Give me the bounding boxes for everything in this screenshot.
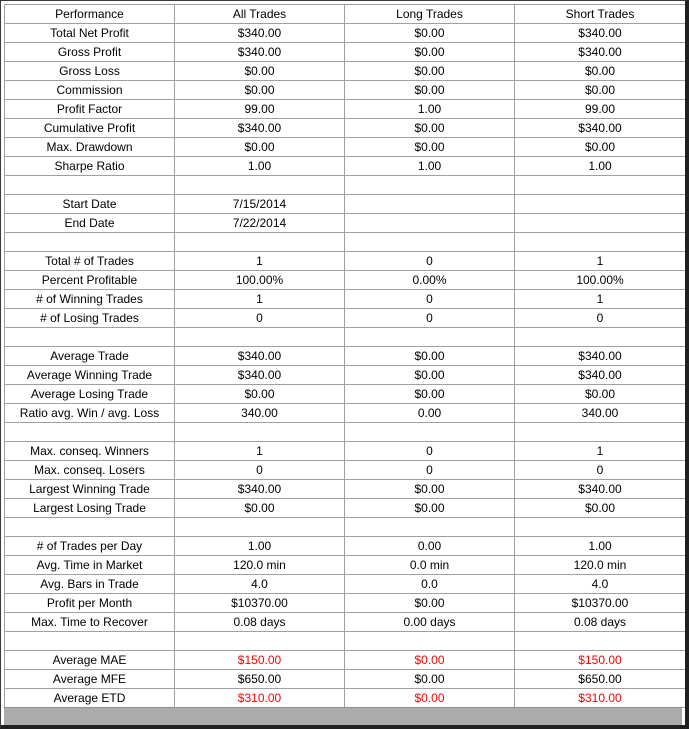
all-trades-cell: 0.08 days bbox=[175, 613, 345, 632]
all-trades-cell: $0.00 bbox=[175, 81, 345, 100]
long-trades-cell: 0 bbox=[345, 461, 515, 480]
table-row[interactable] bbox=[5, 119, 686, 138]
short-trades-cell: $0.00 bbox=[515, 385, 686, 404]
short-trades-cell: 1.00 bbox=[515, 157, 686, 176]
all-trades-cell: $0.00 bbox=[175, 138, 345, 157]
metric-label: Avg. Time in Market bbox=[5, 556, 175, 575]
short-trades-cell: $0.00 bbox=[515, 138, 686, 157]
short-trades-cell: $340.00 bbox=[515, 43, 686, 62]
metric-label: Average MFE bbox=[5, 670, 175, 689]
long-trades-cell bbox=[345, 176, 515, 195]
long-trades-cell: $0.00 bbox=[345, 43, 515, 62]
short-trades-cell bbox=[515, 518, 686, 537]
long-trades-cell: 0.0 bbox=[345, 575, 515, 594]
all-trades-cell: $340.00 bbox=[175, 119, 345, 138]
short-trades-cell: 1.00 bbox=[515, 537, 686, 556]
metric-label: Total Net Profit bbox=[5, 24, 175, 43]
metric-label: Ratio avg. Win / avg. Loss bbox=[5, 404, 175, 423]
metric-label: Largest Losing Trade bbox=[5, 499, 175, 518]
metric-label: Average MAE bbox=[5, 651, 175, 670]
all-trades-cell: $150.00 bbox=[175, 651, 345, 670]
column-header-performance[interactable]: Performance bbox=[5, 5, 175, 24]
long-trades-cell: 0 bbox=[345, 252, 515, 271]
table-row[interactable] bbox=[5, 442, 686, 461]
metric-label: Max. Drawdown bbox=[5, 138, 175, 157]
all-trades-cell: $0.00 bbox=[175, 62, 345, 81]
all-trades-cell: 1 bbox=[175, 252, 345, 271]
metric-label: Profit Factor bbox=[5, 100, 175, 119]
metric-label: Average Losing Trade bbox=[5, 385, 175, 404]
table-row[interactable] bbox=[5, 518, 686, 537]
all-trades-cell bbox=[175, 233, 345, 252]
table-row[interactable] bbox=[5, 461, 686, 480]
table-row[interactable] bbox=[5, 157, 686, 176]
all-trades-cell: 340.00 bbox=[175, 404, 345, 423]
table-row[interactable] bbox=[5, 499, 686, 518]
all-trades-cell: $310.00 bbox=[175, 689, 345, 708]
long-trades-cell bbox=[345, 518, 515, 537]
table-row[interactable] bbox=[5, 537, 686, 556]
long-trades-cell: 0.00% bbox=[345, 271, 515, 290]
short-trades-cell: 99.00 bbox=[515, 100, 686, 119]
metric-label: Start Date bbox=[5, 195, 175, 214]
metric-label: Profit per Month bbox=[5, 594, 175, 613]
metric-label: Gross Loss bbox=[5, 62, 175, 81]
metric-label bbox=[5, 176, 175, 195]
short-trades-cell: 0 bbox=[515, 461, 686, 480]
long-trades-cell: 0 bbox=[345, 290, 515, 309]
table-row[interactable] bbox=[5, 347, 686, 366]
long-trades-cell: $0.00 bbox=[345, 594, 515, 613]
all-trades-cell bbox=[175, 423, 345, 442]
short-trades-cell: $0.00 bbox=[515, 499, 686, 518]
short-trades-cell bbox=[515, 632, 686, 651]
long-trades-cell: $0.00 bbox=[345, 385, 515, 404]
column-header-short-trades[interactable]: Short Trades bbox=[515, 5, 686, 24]
all-trades-cell: 0 bbox=[175, 461, 345, 480]
metric-label: # of Winning Trades bbox=[5, 290, 175, 309]
table-row[interactable] bbox=[5, 62, 686, 81]
all-trades-cell bbox=[175, 328, 345, 347]
metric-label: Commission bbox=[5, 81, 175, 100]
table-row[interactable] bbox=[5, 195, 686, 214]
short-trades-cell: $340.00 bbox=[515, 480, 686, 499]
all-trades-cell: 99.00 bbox=[175, 100, 345, 119]
table-row[interactable] bbox=[5, 575, 686, 594]
short-trades-cell: 4.0 bbox=[515, 575, 686, 594]
long-trades-cell bbox=[345, 233, 515, 252]
metric-label: # of Trades per Day bbox=[5, 537, 175, 556]
long-trades-cell: 1.00 bbox=[345, 157, 515, 176]
all-trades-cell bbox=[175, 632, 345, 651]
metric-label: Average Trade bbox=[5, 347, 175, 366]
table-row[interactable] bbox=[5, 366, 686, 385]
metric-label: Sharpe Ratio bbox=[5, 157, 175, 176]
short-trades-cell: 100.00% bbox=[515, 271, 686, 290]
all-trades-cell: $0.00 bbox=[175, 499, 345, 518]
table-row[interactable] bbox=[5, 100, 686, 119]
metric-label bbox=[5, 632, 175, 651]
metric-label: # of Losing Trades bbox=[5, 309, 175, 328]
all-trades-cell: $0.00 bbox=[175, 385, 345, 404]
table-row[interactable] bbox=[5, 233, 686, 252]
table-row[interactable] bbox=[5, 328, 686, 347]
all-trades-cell: 1 bbox=[175, 442, 345, 461]
all-trades-cell: 1.00 bbox=[175, 537, 345, 556]
long-trades-cell: $0.00 bbox=[345, 689, 515, 708]
short-trades-cell: 1 bbox=[515, 442, 686, 461]
all-trades-cell: 7/22/2014 bbox=[175, 214, 345, 233]
short-trades-cell bbox=[515, 214, 686, 233]
metric-label: Total # of Trades bbox=[5, 252, 175, 271]
long-trades-cell bbox=[345, 423, 515, 442]
short-trades-cell bbox=[515, 195, 686, 214]
short-trades-cell: 0 bbox=[515, 309, 686, 328]
metric-label: Max. Time to Recover bbox=[5, 613, 175, 632]
short-trades-cell: $340.00 bbox=[515, 366, 686, 385]
short-trades-cell: 1 bbox=[515, 290, 686, 309]
long-trades-cell bbox=[345, 632, 515, 651]
metric-label bbox=[5, 328, 175, 347]
short-trades-cell: $340.00 bbox=[515, 24, 686, 43]
all-trades-cell: $340.00 bbox=[175, 480, 345, 499]
grid-footer-bar bbox=[4, 707, 682, 726]
metric-label: Percent Profitable bbox=[5, 271, 175, 290]
long-trades-cell: 0.0 min bbox=[345, 556, 515, 575]
short-trades-cell: $0.00 bbox=[515, 81, 686, 100]
table-row[interactable] bbox=[5, 613, 686, 632]
metric-label: End Date bbox=[5, 214, 175, 233]
metric-label: Avg. Bars in Trade bbox=[5, 575, 175, 594]
metric-label: Max. conseq. Winners bbox=[5, 442, 175, 461]
long-trades-cell: $0.00 bbox=[345, 670, 515, 689]
long-trades-cell: 0 bbox=[345, 309, 515, 328]
table-row[interactable] bbox=[5, 670, 686, 689]
all-trades-cell: $10370.00 bbox=[175, 594, 345, 613]
column-header-all-trades[interactable]: All Trades bbox=[175, 5, 345, 24]
long-trades-cell: 0.00 bbox=[345, 537, 515, 556]
long-trades-cell: $0.00 bbox=[345, 347, 515, 366]
all-trades-cell: $340.00 bbox=[175, 347, 345, 366]
short-trades-cell: $10370.00 bbox=[515, 594, 686, 613]
long-trades-cell: $0.00 bbox=[345, 499, 515, 518]
short-trades-cell: 1 bbox=[515, 252, 686, 271]
long-trades-cell: 0.00 days bbox=[345, 613, 515, 632]
table-row[interactable] bbox=[5, 290, 686, 309]
short-trades-cell bbox=[515, 176, 686, 195]
metric-label: Average ETD bbox=[5, 689, 175, 708]
metric-label bbox=[5, 423, 175, 442]
long-trades-cell: 0.00 bbox=[345, 404, 515, 423]
metric-label: Max. conseq. Losers bbox=[5, 461, 175, 480]
all-trades-cell: 100.00% bbox=[175, 271, 345, 290]
short-trades-cell bbox=[515, 423, 686, 442]
all-trades-cell: $340.00 bbox=[175, 24, 345, 43]
table-row[interactable] bbox=[5, 632, 686, 651]
table-row[interactable] bbox=[5, 404, 686, 423]
table-row[interactable] bbox=[5, 176, 686, 195]
all-trades-cell: 4.0 bbox=[175, 575, 345, 594]
long-trades-cell bbox=[345, 195, 515, 214]
short-trades-cell bbox=[515, 328, 686, 347]
table-row[interactable] bbox=[5, 24, 686, 43]
long-trades-cell: $0.00 bbox=[345, 62, 515, 81]
table-row[interactable] bbox=[5, 423, 686, 442]
table-row[interactable] bbox=[5, 309, 686, 328]
all-trades-cell: $340.00 bbox=[175, 43, 345, 62]
long-trades-cell: 0 bbox=[345, 442, 515, 461]
long-trades-cell: $0.00 bbox=[345, 651, 515, 670]
short-trades-cell: $150.00 bbox=[515, 651, 686, 670]
header-row bbox=[5, 5, 686, 24]
column-header-long-trades[interactable]: Long Trades bbox=[345, 5, 515, 24]
table-row[interactable] bbox=[5, 556, 686, 575]
all-trades-cell: $340.00 bbox=[175, 366, 345, 385]
table-row[interactable] bbox=[5, 594, 686, 613]
table-row[interactable] bbox=[5, 385, 686, 404]
grid-body bbox=[5, 24, 686, 708]
long-trades-cell: $0.00 bbox=[345, 366, 515, 385]
short-trades-cell bbox=[515, 233, 686, 252]
table-row[interactable] bbox=[5, 43, 686, 62]
all-trades-cell: 1.00 bbox=[175, 157, 345, 176]
table-row[interactable] bbox=[5, 271, 686, 290]
table-row[interactable] bbox=[5, 138, 686, 157]
all-trades-cell: 7/15/2014 bbox=[175, 195, 345, 214]
short-trades-cell: 340.00 bbox=[515, 404, 686, 423]
short-trades-cell: 0.08 days bbox=[515, 613, 686, 632]
long-trades-cell bbox=[345, 328, 515, 347]
metric-label bbox=[5, 518, 175, 537]
long-trades-cell: $0.00 bbox=[345, 480, 515, 499]
all-trades-cell bbox=[175, 518, 345, 537]
long-trades-cell: $0.00 bbox=[345, 81, 515, 100]
all-trades-cell: 120.0 min bbox=[175, 556, 345, 575]
all-trades-cell: 1 bbox=[175, 290, 345, 309]
metric-label bbox=[5, 233, 175, 252]
table-row[interactable] bbox=[5, 480, 686, 499]
long-trades-cell: $0.00 bbox=[345, 119, 515, 138]
metric-label: Cumulative Profit bbox=[5, 119, 175, 138]
short-trades-cell: $650.00 bbox=[515, 670, 686, 689]
long-trades-cell bbox=[345, 214, 515, 233]
table-row[interactable] bbox=[5, 81, 686, 100]
long-trades-cell: $0.00 bbox=[345, 24, 515, 43]
table-row[interactable] bbox=[5, 689, 686, 708]
all-trades-cell: $650.00 bbox=[175, 670, 345, 689]
long-trades-cell: 1.00 bbox=[345, 100, 515, 119]
short-trades-cell: $340.00 bbox=[515, 119, 686, 138]
table-row[interactable] bbox=[5, 651, 686, 670]
all-trades-cell bbox=[175, 176, 345, 195]
short-trades-cell: $310.00 bbox=[515, 689, 686, 708]
long-trades-cell: $0.00 bbox=[345, 138, 515, 157]
all-trades-cell: 0 bbox=[175, 309, 345, 328]
metric-label: Largest Winning Trade bbox=[5, 480, 175, 499]
metric-label: Average Winning Trade bbox=[5, 366, 175, 385]
short-trades-cell: $340.00 bbox=[515, 347, 686, 366]
short-trades-cell: $0.00 bbox=[515, 62, 686, 81]
table-row[interactable] bbox=[5, 252, 686, 271]
performance-grid bbox=[4, 4, 686, 708]
short-trades-cell: 120.0 min bbox=[515, 556, 686, 575]
table-row[interactable] bbox=[5, 214, 686, 233]
metric-label: Gross Profit bbox=[5, 43, 175, 62]
